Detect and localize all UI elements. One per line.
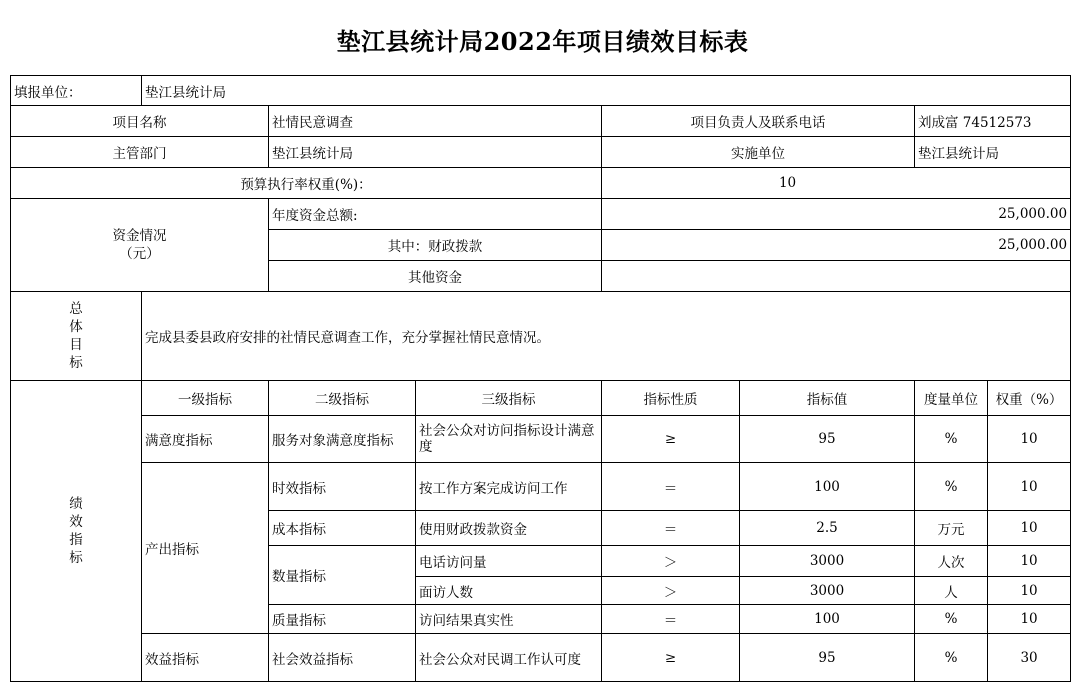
indicator-nature: ＞ — [602, 546, 740, 577]
header-level1: 一级指标 — [142, 381, 269, 416]
table-row — [11, 416, 1071, 463]
indicator-unit: 人 — [915, 577, 988, 605]
overall-goal-text: 完成县委县政府安排的社情民意调查工作，充分掌握社情民意情况。 — [142, 292, 1071, 381]
dept-label: 主管部门 — [11, 137, 269, 168]
goal-char: 体 — [69, 319, 83, 335]
indicators-char: 绩 — [69, 496, 83, 512]
level2-cost: 成本指标 — [269, 511, 416, 546]
indicators-char: 指 — [69, 532, 83, 548]
indicator-name: 社会公众对民调工作认可度 — [416, 634, 602, 682]
indicator-unit: % — [915, 463, 988, 511]
funds-fiscal-label: 其中：财政拨款 — [269, 230, 602, 261]
indicator-weight: 10 — [988, 577, 1071, 605]
funds-label-line1: 资金情况 — [112, 228, 167, 244]
level2-timeliness: 时效指标 — [269, 463, 416, 511]
level1-output: 产出指标 — [142, 463, 269, 634]
indicator-nature: ＝ — [602, 605, 740, 634]
fill-unit-row — [11, 76, 1071, 106]
header-level3: 三级指标 — [416, 381, 602, 416]
indicator-header-row — [11, 381, 1071, 416]
indicator-name: 社会公众对访问指标设计满意度 — [416, 416, 602, 463]
indicator-weight: 10 — [988, 416, 1071, 463]
indicator-nature: ≥ — [602, 634, 740, 682]
indicator-value: 3000 — [740, 546, 915, 577]
level1-satisfaction: 满意度指标 — [142, 416, 269, 463]
indicator-nature: ＞ — [602, 577, 740, 605]
goal-char: 总 — [69, 301, 83, 317]
budget-weight-label: 预算执行率权重(%)： — [11, 168, 602, 199]
dept-value: 垫江县统计局 — [269, 137, 602, 168]
header-nature: 指标性质 — [602, 381, 740, 416]
level2-quantity: 数量指标 — [269, 546, 416, 605]
overall-goal-row — [11, 292, 1071, 381]
indicator-weight: 30 — [988, 634, 1071, 682]
indicators-label — [11, 381, 142, 682]
level2-service-satisfaction: 服务对象满意度指标 — [269, 416, 416, 463]
indicator-value: 95 — [740, 416, 915, 463]
indicator-name: 电话访问量 — [416, 546, 602, 577]
indicator-value: 95 — [740, 634, 915, 682]
indicator-weight: 10 — [988, 463, 1071, 511]
fill-unit-label: 填报单位： — [11, 76, 142, 106]
indicator-name: 按工作方案完成访问工作 — [416, 463, 602, 511]
indicator-name: 访问结果真实性 — [416, 605, 602, 634]
fill-unit-value: 垫江县统计局 — [142, 76, 1071, 106]
indicator-unit: 人次 — [915, 546, 988, 577]
budget-weight-row — [11, 168, 1071, 199]
header-unit: 度量单位 — [915, 381, 988, 416]
indicator-unit: % — [915, 416, 988, 463]
indicator-value: 3000 — [740, 577, 915, 605]
indicator-weight: 10 — [988, 546, 1071, 577]
indicator-nature: ＝ — [602, 463, 740, 511]
funds-total-label: 年度资金总额: — [269, 199, 602, 230]
indicator-weight: 10 — [988, 511, 1071, 546]
impl-label: 实施单位 — [602, 137, 915, 168]
level1-benefit: 效益指标 — [142, 634, 269, 682]
header-value: 指标值 — [740, 381, 915, 416]
goal-char: 目 — [69, 337, 83, 353]
funds-label-line2: （元） — [119, 246, 160, 262]
indicator-unit: % — [915, 634, 988, 682]
funds-other-label: 其他资金 — [269, 261, 602, 292]
contact-label: 项目负责人及联系电话 — [602, 106, 915, 137]
funds-total-value: 25,000.00 — [602, 199, 1071, 230]
target-table — [10, 75, 1071, 682]
indicator-nature: ＝ — [602, 511, 740, 546]
indicators-char: 效 — [69, 514, 83, 530]
indicator-unit: % — [915, 605, 988, 634]
table-row — [11, 463, 1071, 511]
indicator-name: 使用财政拨款资金 — [416, 511, 602, 546]
funds-fiscal-value: 25,000.00 — [602, 230, 1071, 261]
level2-social-benefit: 社会效益指标 — [269, 634, 416, 682]
indicator-value: 100 — [740, 463, 915, 511]
indicator-value: 100 — [740, 605, 915, 634]
project-name-row — [11, 106, 1071, 137]
goal-char: 标 — [69, 355, 83, 371]
indicator-unit: 万元 — [915, 511, 988, 546]
project-name-value: 社情民意调查 — [269, 106, 602, 137]
indicator-nature: ≥ — [602, 416, 740, 463]
project-name-label: 项目名称 — [11, 106, 269, 137]
header-level2: 二级指标 — [269, 381, 416, 416]
department-row — [11, 137, 1071, 168]
budget-weight-value: 10 — [602, 168, 1071, 199]
indicators-char: 标 — [69, 550, 83, 566]
table-row — [11, 634, 1071, 682]
funds-other-value — [602, 261, 1071, 292]
page-title: 垫江县统计局2022年项目绩效目标表 — [336, 27, 749, 56]
funds-label — [11, 199, 269, 292]
indicator-name: 面访人数 — [416, 577, 602, 605]
contact-value: 刘成富 74512573 — [915, 106, 1071, 137]
header-weight: 权重（%） — [988, 381, 1071, 416]
funds-total-row — [11, 199, 1071, 230]
level2-quality: 质量指标 — [269, 605, 416, 634]
impl-value: 垫江县统计局 — [915, 137, 1071, 168]
indicator-weight: 10 — [988, 605, 1071, 634]
indicator-value: 2.5 — [740, 511, 915, 546]
overall-goal-label — [11, 292, 142, 381]
